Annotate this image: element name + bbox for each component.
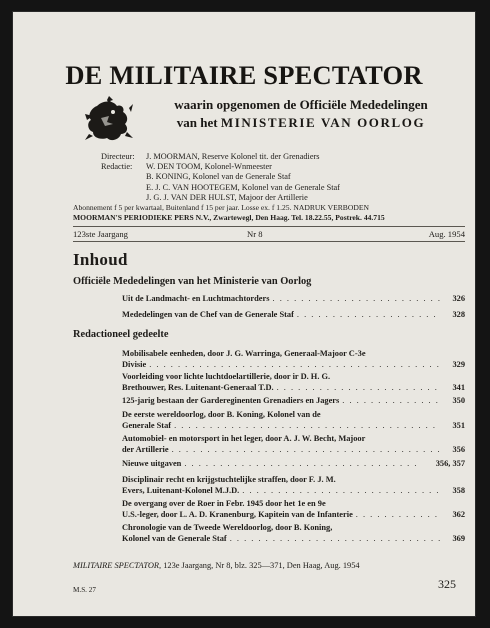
staff-row	[101, 193, 340, 203]
staff-name: E. J. C. VAN HOOTEGEM, Kolonel van de Generale Staf	[146, 182, 340, 192]
toc-page-number: 362	[452, 510, 465, 519]
editorial-staff	[101, 152, 340, 203]
subtitle-line-1: waarin opgenomen de Officiële Mededelingen	[174, 97, 428, 112]
toc-page-number: 350	[452, 396, 465, 405]
dot-leader	[273, 293, 441, 304]
toc-entry[interactable]	[122, 498, 465, 520]
journal-name: MILITAIRE SPECTATOR,	[73, 561, 162, 570]
toc-entry-title-continued: Generale Staf	[122, 421, 172, 430]
toc-page-number: 356, 357	[435, 459, 465, 468]
section-heading: Officiële Mededelingen van het Ministerie van Oorlog	[73, 276, 312, 287]
publisher-info: MOORMAN'S PERIODIEKE PERS N.V., Zwartewegl, Den Haag. Tel. 18.22.55, Postrek. 44.715	[73, 213, 385, 222]
subscription-info: Abonnement f 5 per kwartaal, Buitenland f 15 per jaar. Losse ex. f 1.25. NADRUK VERBODEN	[73, 203, 369, 212]
dot-leader	[172, 444, 440, 455]
toc-entry-title-continued: Kolonel van de Generale Staf	[122, 534, 227, 543]
lion-coat-of-arms-icon	[83, 94, 135, 144]
toc-page-number: 358	[452, 486, 465, 495]
staff-label	[101, 193, 146, 203]
toc-entry-title-continued: U.S.-leger, door L. A. D. Kranenburg, Kapitein van de Infanterie	[122, 510, 353, 519]
dot-leader	[174, 420, 440, 431]
staff-row	[101, 183, 340, 193]
citation-line	[73, 561, 465, 570]
staff-label: Directeur:	[101, 152, 135, 161]
toc-entry-title: Chronologie van de Tweede Wereldoorlog, door B. Koning,	[122, 523, 333, 532]
citation-details: 123e Jaargang, Nr 8, blz. 325—371, Den Haag, Aug. 1954	[161, 561, 360, 570]
dot-leader	[356, 509, 440, 520]
toc-entry[interactable]	[122, 522, 465, 544]
toc-entry[interactable]	[122, 433, 465, 455]
issue-year: 123ste Jaargang	[73, 229, 128, 239]
toc-entry-title: Nieuwe uitgaven	[122, 459, 182, 468]
staff-name: W. DEN TOOM, Kolonel-Wnmeester	[146, 162, 272, 172]
staff-row	[101, 152, 340, 162]
toc-page-number: 326	[452, 294, 465, 303]
masthead-title: DE MILITAIRE SPECTATOR	[65, 60, 423, 90]
staff-name: B. KONING, Kolonel van de Generale Staf	[146, 172, 291, 182]
toc-entry-title: Voorleiding voor lichte luchtdoelartillerie, door ir D. H. G.	[122, 372, 331, 381]
dot-leader	[230, 533, 440, 544]
toc-entry-title: Mededelingen van de Chef van de Generale Staf	[122, 310, 294, 319]
toc-entry-title-continued: Evers, Luitenant-Kolonel M.J.D.	[122, 486, 240, 495]
toc-page-number: 328	[452, 310, 465, 319]
staff-label	[101, 172, 146, 182]
document-page	[13, 12, 475, 616]
toc-entry[interactable]	[122, 309, 465, 320]
staff-row	[101, 172, 340, 182]
dot-leader	[277, 382, 440, 393]
staff-name: J. MOORMAN, Reserve Kolonel tit. der Grenadiers	[146, 152, 320, 161]
staff-name: J. G. J. VAN DER HULST, Majoor der Artillerie	[146, 192, 308, 202]
issue-date: Aug. 1954	[428, 229, 465, 239]
issue-number: Nr 8	[247, 229, 263, 239]
dot-leader	[149, 359, 440, 370]
toc-entry-title: De eerste wereldoorlog, door B. Koning, Kolonel van de	[122, 410, 321, 419]
toc-page-number: 369	[452, 534, 465, 543]
contents-heading: Inhoud	[73, 250, 128, 269]
toc-page-number: 351	[452, 421, 465, 430]
ministry-name: MINISTERIE VAN OORLOG	[220, 115, 426, 130]
toc-entry[interactable]	[122, 371, 465, 393]
dot-leader	[297, 309, 440, 320]
section-heading: Redactioneel gedeelte	[73, 329, 169, 340]
issue-info-bar	[73, 226, 465, 242]
page-number: 325	[438, 577, 456, 591]
toc-entry[interactable]	[122, 474, 465, 496]
toc-entry-title: Mobilisabele eenheden, door J. G. Warringa, Generaal-Majoor C-3e	[122, 349, 366, 358]
toc-entry[interactable]	[122, 348, 465, 370]
ms-code: M.S. 27	[73, 586, 96, 594]
staff-row	[101, 162, 340, 172]
toc-page-number: 356	[452, 445, 465, 454]
toc-page-number: 329	[452, 360, 465, 369]
toc-entry-title-continued: der Artillerie	[122, 445, 169, 454]
toc-entry[interactable]	[122, 409, 465, 431]
dot-leader	[184, 458, 418, 469]
toc-entry[interactable]	[122, 458, 465, 469]
toc-entry-title: Automobiel- en motorsport in het leger, door A. J. W. Becht, Majoor	[122, 434, 366, 443]
toc-entry-title: 125-jarig bestaan der Gardereginenten Grenadiers en Jagers	[122, 396, 340, 405]
subtitle-prefix: van het	[176, 115, 218, 130]
toc-entry-title-continued: Divisie	[122, 360, 147, 369]
toc-entry-title: Uit de Landmacht- en Luchtmachtorders	[122, 294, 270, 303]
subtitle-line-2	[141, 115, 461, 131]
dot-leader	[242, 485, 440, 496]
toc-entry-title: De overgang over de Roer in Febr. 1945 door het 1e en 9e	[122, 499, 326, 508]
staff-label	[101, 183, 146, 193]
toc-entry-title: Disciplinair recht en krijgstuchtelijke straffen, door F. J. M.	[122, 475, 336, 484]
staff-label: Redactie:	[101, 162, 133, 172]
toc-page-number: 341	[452, 383, 465, 392]
toc-entry[interactable]	[122, 293, 465, 304]
toc-entry[interactable]	[122, 395, 465, 406]
toc-entry-title-continued: Brethouwer, Res. Luitenant-Generaal T.D.	[122, 383, 274, 392]
dot-leader	[342, 395, 440, 406]
